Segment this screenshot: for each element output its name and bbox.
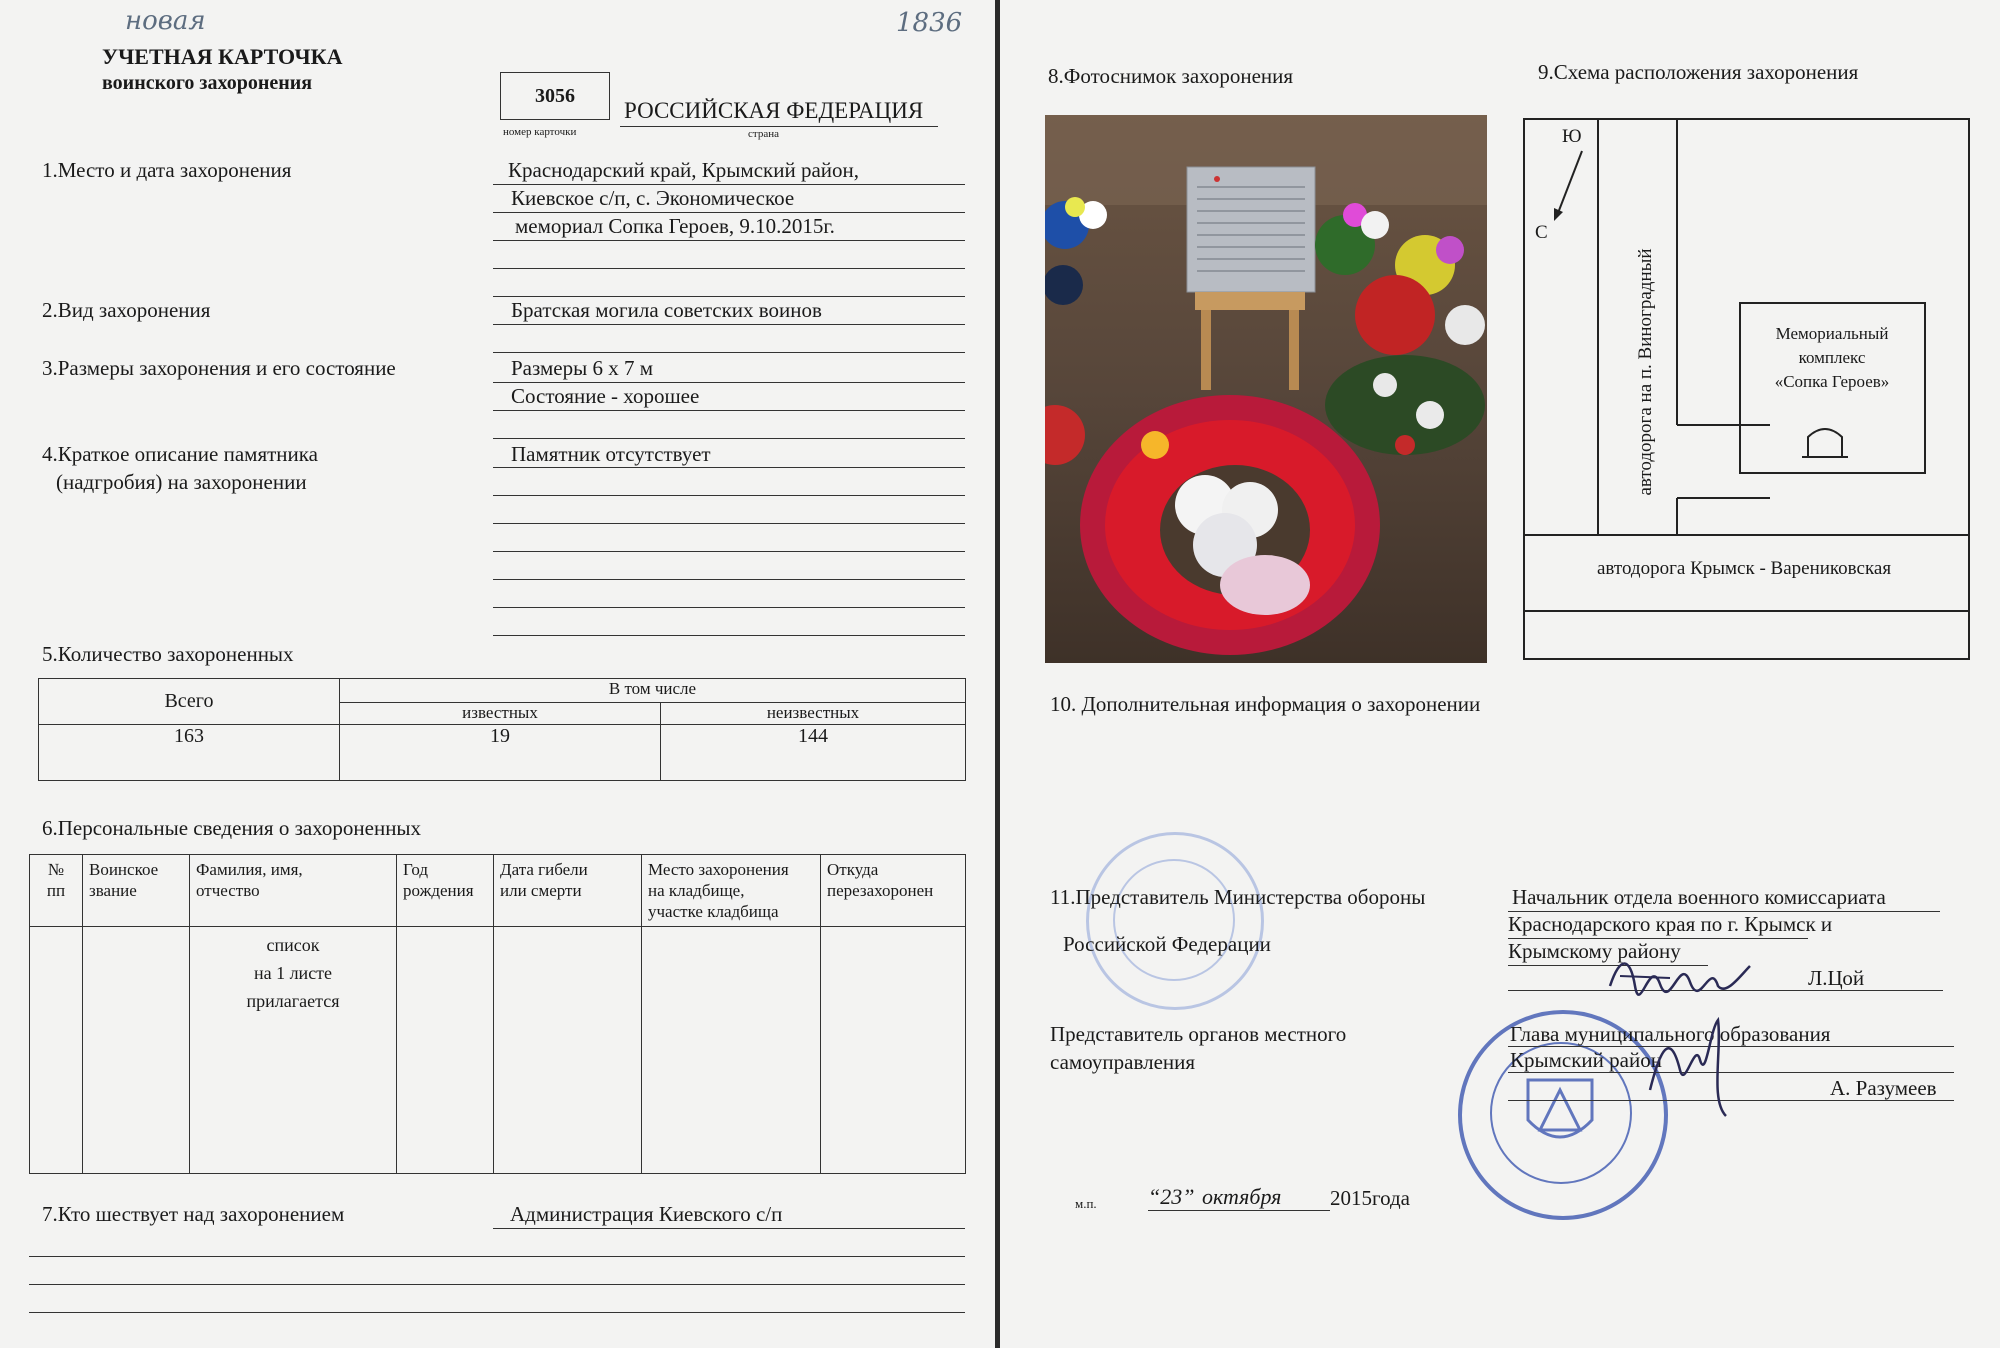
section7-label: 7.Кто шествует над захоронением	[42, 1202, 345, 1226]
col-rank: Воинское звание	[83, 855, 190, 927]
memorial-label	[1742, 322, 1922, 394]
burial-photo	[1045, 115, 1487, 663]
card-subtitle: воинского захоронения	[102, 72, 313, 94]
total-value: 163	[39, 725, 340, 781]
ministry-stamp	[1086, 832, 1264, 1010]
road-krymsk-label: автодорога Крымск - Варениковская	[1597, 558, 1892, 579]
country-name: РОССИЙСКАЯ ФЕДЕРАЦИЯ	[624, 98, 924, 123]
section8-label: 8.Фотоснимок захоронения	[1048, 64, 1294, 88]
burial-type: Братская могила советских воинов	[511, 298, 822, 322]
rule	[493, 467, 965, 468]
card-number-box: 3056	[500, 72, 610, 120]
official-signature	[1600, 946, 1760, 1008]
col-burial-place: Место захоронения на кладбище, участке кладбища	[642, 855, 821, 927]
official-name: Л.Цой	[1808, 966, 1865, 990]
col-birth-year: Год рождения	[397, 855, 494, 927]
rule	[29, 1312, 965, 1313]
burial-place-line2: Киевское с/п, с. Экономическое	[511, 186, 795, 210]
rule	[1508, 1072, 1954, 1073]
rule	[1508, 938, 1808, 939]
cell	[642, 927, 821, 1174]
cell	[397, 927, 494, 1174]
total-header: Всего	[39, 679, 340, 725]
coat-of-arms-icon	[1522, 1076, 1598, 1152]
official-position-line2: Краснодарского края по г. Крымск и	[1508, 912, 1833, 936]
official-position-line3: Крымскому району	[1508, 939, 1681, 963]
including-header: В том числе	[340, 679, 966, 703]
rule	[493, 240, 965, 241]
note-line: прилагается	[246, 991, 340, 1011]
road-vinogradny-label: автодорога на п. Виноградный	[1635, 248, 1656, 496]
photo-image	[1045, 115, 1487, 663]
section11-label-line2: Российской Федерации	[1063, 932, 1271, 956]
rule	[1508, 1046, 1954, 1047]
date-year: 2015года	[1330, 1186, 1410, 1210]
caretaker: Администрация Киевского с/п	[510, 1202, 783, 1226]
section6-label: 6.Персональные сведения о захороненных	[42, 816, 422, 840]
rule	[493, 607, 965, 608]
burial-size: Размеры 6 х 7 м	[511, 356, 654, 380]
date-month: октября	[1202, 1184, 1282, 1209]
col-death-date: Дата гибели или смерти	[494, 855, 642, 927]
ministry-stamp-inner	[1113, 859, 1235, 981]
monument-icon	[1808, 429, 1842, 457]
rule	[493, 212, 965, 213]
cell	[83, 927, 190, 1174]
handwritten-note: новая	[125, 6, 206, 36]
rule	[493, 438, 965, 439]
section10-label: 10. Дополнительная информация о захоронении	[1050, 692, 1481, 716]
rule	[493, 296, 965, 297]
monument-description: Памятник отсутствует	[511, 442, 711, 466]
section5-label: 5.Количество захороненных	[42, 642, 294, 666]
rule	[493, 523, 965, 524]
cell	[494, 927, 642, 1174]
cell	[30, 927, 83, 1174]
local-signature	[1640, 1010, 1730, 1120]
memorial-label-line: Мемориальный	[1775, 324, 1889, 343]
left-page	[0, 0, 995, 1348]
local-representative-label-line1: Представитель органов местного	[1050, 1022, 1347, 1046]
known-value: 19	[340, 725, 661, 781]
section2-label: 2.Вид захоронения	[42, 298, 211, 322]
stamp-place-mark: м.п.	[1075, 1196, 1097, 1211]
burial-place-line3: мемориал Сопка Героев, 9.10.2015г.	[515, 214, 835, 238]
list-attached-note	[190, 927, 397, 1174]
local-position-line2: Крымский район	[1510, 1048, 1662, 1072]
cell	[821, 927, 966, 1174]
compass-north: С	[1535, 222, 1548, 243]
rule	[493, 1228, 965, 1229]
known-header: известных	[340, 703, 661, 725]
rule	[493, 579, 965, 580]
rule	[493, 382, 965, 383]
col-name: Фамилия, имя, отчество	[190, 855, 397, 927]
compass-arrow	[1558, 151, 1582, 213]
rule	[493, 551, 965, 552]
section9-label: 9.Схема расположения захоронения	[1538, 60, 1859, 84]
section11-label-line1: 11.Представитель Министерства обороны	[1050, 885, 1426, 909]
official-position-line1: Начальник отдела военного комиссариата	[1512, 885, 1886, 909]
handwritten-number: 1836	[896, 8, 963, 38]
note-line: на 1 листе	[253, 963, 333, 983]
local-name: А. Разумеев	[1830, 1076, 1937, 1100]
local-position-line1: Глава муниципального образования	[1510, 1022, 1831, 1046]
rule	[493, 184, 965, 185]
section4-label-line1: 4.Краткое описание памятника	[42, 442, 318, 466]
country-caption: страна	[748, 128, 779, 140]
card-number-caption: номер карточки	[503, 126, 577, 138]
section1-label: 1.Место и дата захоронения	[42, 158, 292, 182]
memorial-label-line: «Сопка Героев»	[1774, 372, 1890, 391]
rule	[493, 495, 965, 496]
burial-count-table	[38, 678, 966, 781]
note-line: список	[266, 935, 320, 955]
date-day: “23”	[1148, 1184, 1195, 1209]
rule	[493, 410, 965, 411]
local-representative-label-line2: самоуправления	[1050, 1050, 1196, 1074]
compass-south: Ю	[1562, 126, 1582, 147]
rule	[1508, 911, 1940, 912]
rule	[493, 268, 965, 269]
card-title: УЧЕТНАЯ КАРТОЧКА	[102, 44, 343, 69]
rule	[493, 352, 965, 353]
burial-place-line1: Краснодарский край, Крымский район,	[508, 158, 860, 182]
rule	[1148, 1210, 1330, 1211]
section3-label: 3.Размеры захоронения и его состояние	[42, 356, 396, 380]
rule	[493, 635, 965, 636]
unknown-value: 144	[661, 725, 966, 781]
burial-condition: Состояние - хорошее	[511, 384, 700, 408]
rule	[493, 324, 965, 325]
rule	[1508, 1100, 1954, 1101]
rule	[29, 1284, 965, 1285]
section4-label-line2: (надгробия) на захоронении	[56, 470, 307, 494]
personal-info-table	[29, 854, 966, 1174]
unknown-header: неизвестных	[661, 703, 966, 725]
col-number: № пп	[30, 855, 83, 927]
country-underline	[620, 126, 938, 127]
memorial-label-line: комплекс	[1798, 348, 1866, 367]
col-reburied-from: Откуда перезахоронен	[821, 855, 966, 927]
rule	[29, 1256, 965, 1257]
